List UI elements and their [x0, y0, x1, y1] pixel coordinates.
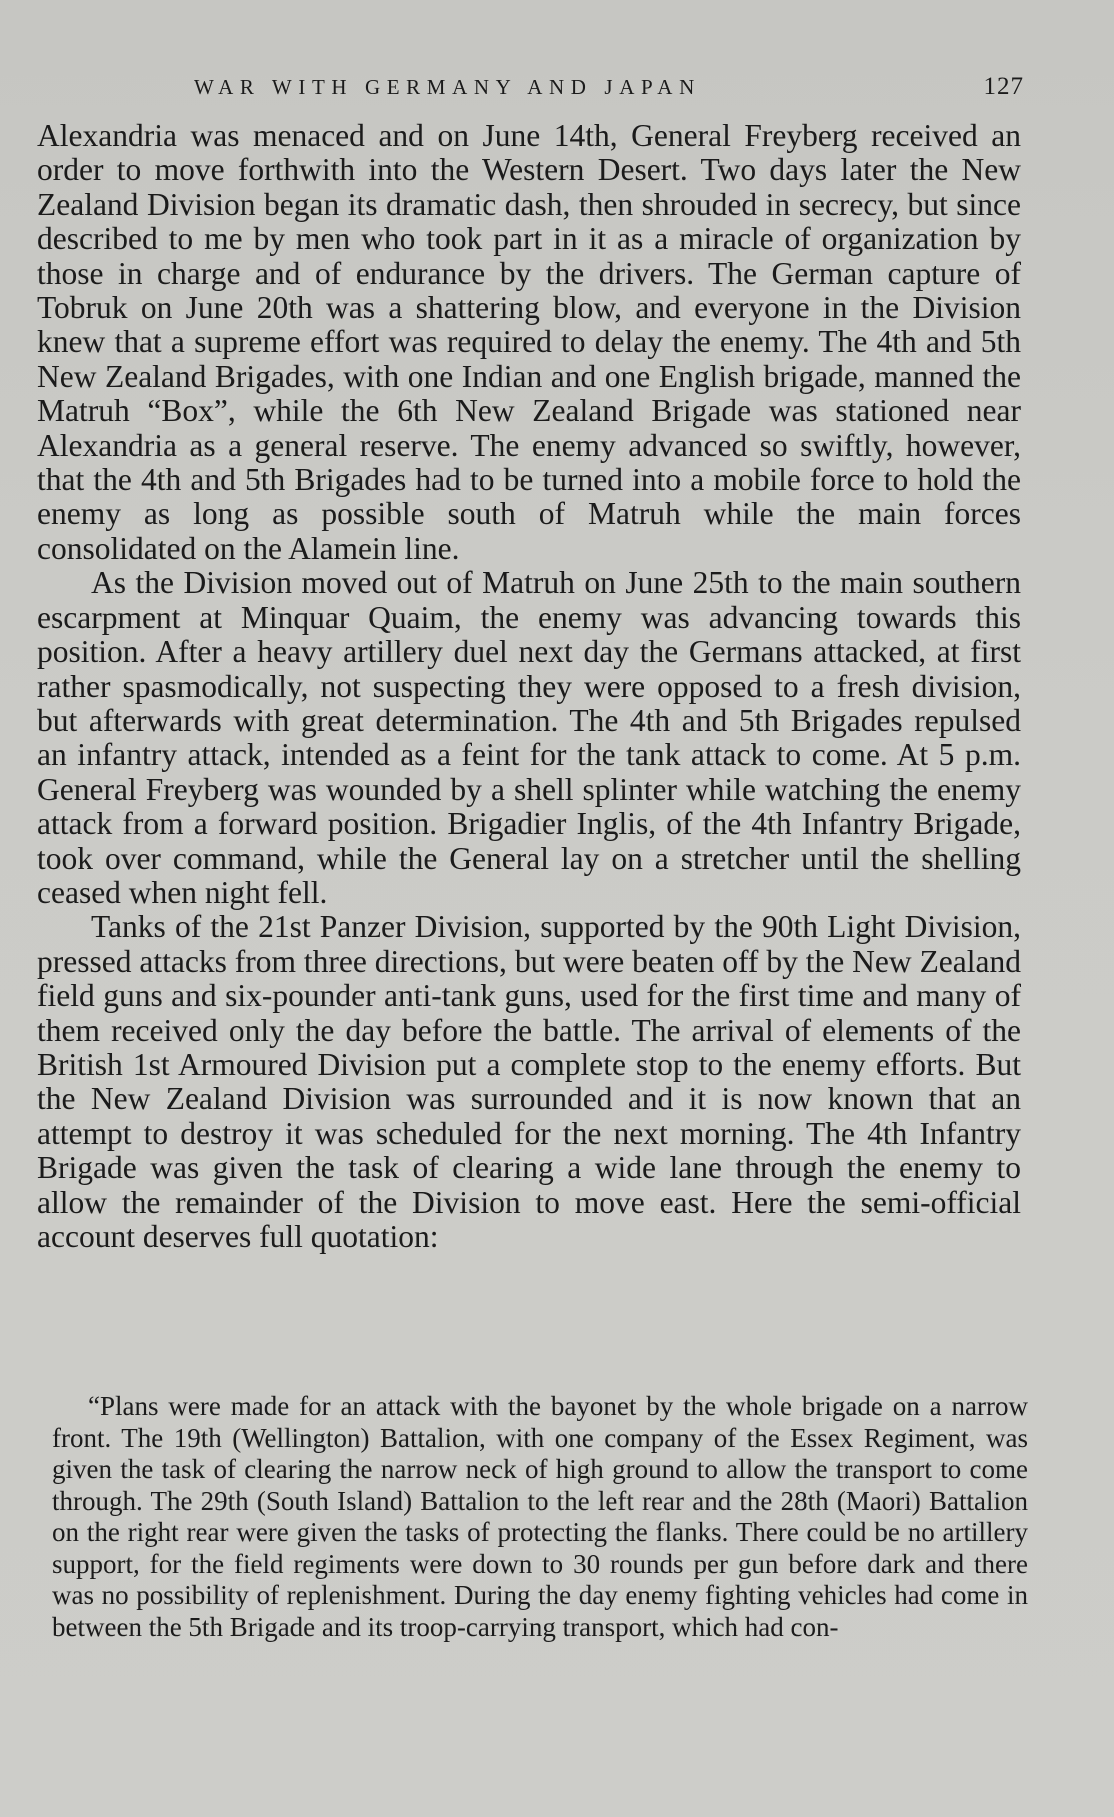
- paragraph: Tanks of the 21st Panzer Division, supported by the 90th Light Division, pressed attacks from three directions, but were beaten off by the New Zealand field guns and six-pounder anti-tank guns, used for the first time and many of them received only the day before the battle. The arrival of elements of the British 1st Armoured Division put a complete stop to the enemy efforts. But the New Zealand Division was surrounded and it is now known that an attempt to destroy it was scheduled for the next morning. The 4th Infantry Brigade was given the task of clearing a wide lane through the enemy to allow the remainder of the Division to move east. Here the semi-official account deserves full quotation:: [37, 909, 1021, 1254]
- running-title: WAR WITH GERMANY AND JAPAN: [194, 75, 701, 99]
- quotation-paragraph: “Plans were made for an attack with the bayonet by the whole brigade on a narrow front. The 19th (Wellington) Battalion, with one company of the Essex Regiment, was given the task of clearing the narrow neck of high ground to allow the transport to come through. The 29th (South Island) Battalion to the left rear and the 28th (Maori) Battalion on the right rear were given the tasks of protecting the flanks. There could be no artillery support, for the field regiments were down to 30 rounds per gun before dark and there was no possibility of replenishment. During the day enemy fighting vehicles had come in between the 5th Brigade and its troop-carrying transport, which had con-: [52, 1391, 1028, 1642]
- paragraph: As the Division moved out of Matruh on June 25th to the main southern escarpment at Minquar Quaim, the enemy was advancing towards this position. After a heavy artillery duel next day the Germans attacked, at first rather spasmodically, not suspecting they were opposed to a fresh division, but afterwards with great determination. The 4th and 5th Brigades repulsed an infantry attack, intended as a feint for the tank attack to come. At 5 p.m. General Freyberg was wounded by a shell splinter while watching the enemy attack from a forward position. Brigadier Inglis, of the 4th Infantry Brigade, took over command, while the General lay on a stretcher until the shelling ceased when night fell.: [37, 565, 1021, 910]
- running-head: [194, 72, 1024, 102]
- page-number: 127: [983, 73, 1024, 100]
- block-quotation: [52, 1391, 1028, 1643]
- paragraph: Alexandria was menaced and on June 14th, General Freyberg received an order to move forthwith into the Western Desert. Two days later the New Zealand Division began its dramatic dash, then shrouded in secrecy, but since described to me by men who took part in it as a miracle of organization by those in charge and of endurance by the drivers. The German capture of Tobruk on June 20th was a shattering blow, and everyone in the Division knew that a supreme effort was required to delay the enemy. The 4th and 5th New Zealand Brigades, with one Indian and one English brigade, manned the Matruh “Box”, while the 6th New Zealand Brigade was stationed near Alexandria as a general reserve. The enemy advanced so swiftly, however, that the 4th and 5th Brigades had to be turned into a mobile force to hold the enemy as long as possible south of Matruh while the main forces consolidated on the Alamein line.: [37, 118, 1021, 566]
- body-text: [37, 119, 1021, 1254]
